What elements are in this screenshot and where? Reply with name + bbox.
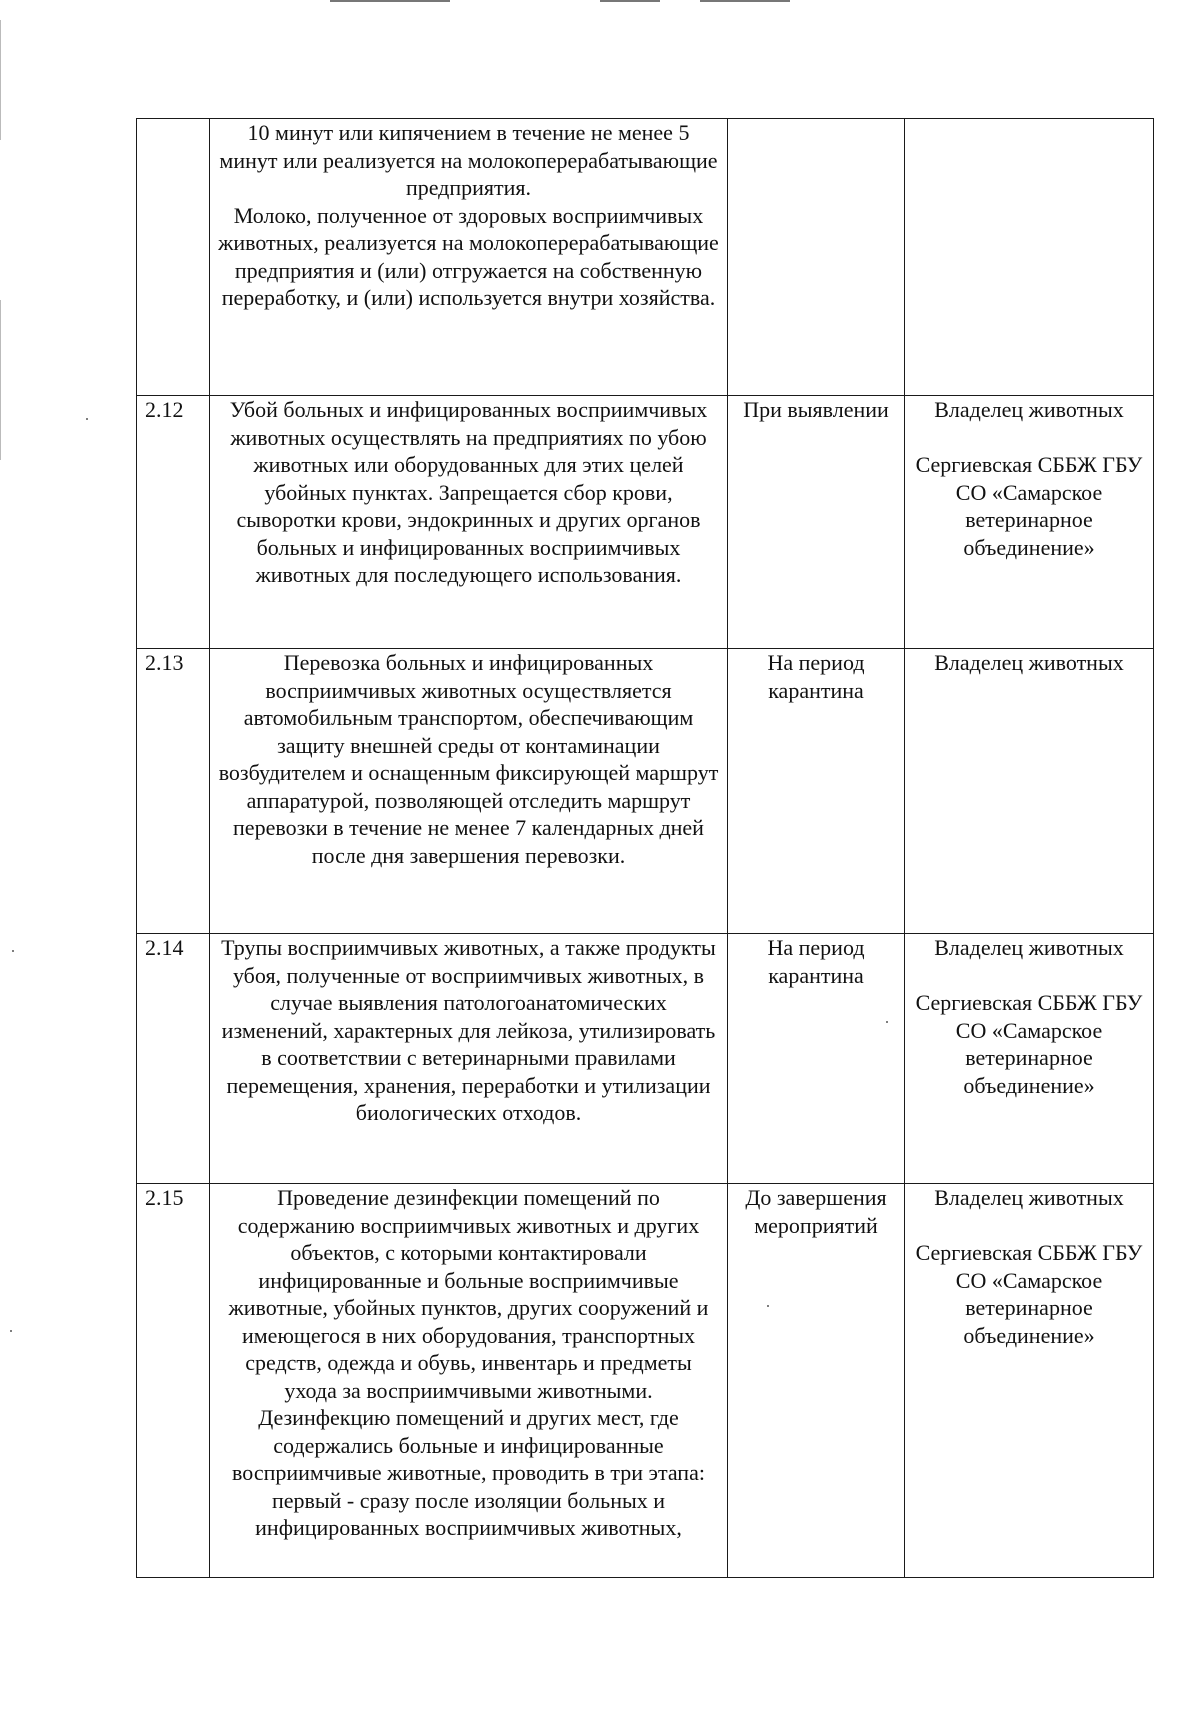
scan-mark-left xyxy=(0,20,1,140)
action-paragraph: Трупы восприимчивых животных, а также продукты убоя, полученные от восприимчивых животных, в случае выявления патологоанатомических изменений, характерных для лейкоза, утилизировать в соответствии с ветеринарными правилами перемещения, хранения, переработки и утилизации биологических отходов. xyxy=(221,935,716,1125)
responsible-cell xyxy=(905,119,1154,396)
responsible-entry: Владелец животных xyxy=(934,397,1124,422)
action-paragraph: Перевозка больных и инфицированных восприимчивых животных осуществляется автомобильным транспортом, обеспечивающим защиту внешней среды от контаминации возбудителем и оснащенным фиксирующей маршрут аппаратурой, позволяющей отследить маршрут перевозки в течение не менее 7 календарных дней после дня завершения перевозки. xyxy=(218,650,719,868)
term-cell: При выявлении xyxy=(728,396,905,649)
row-number: 2.15 xyxy=(137,1184,210,1578)
term-cell: До завершения мероприятий xyxy=(728,1184,905,1578)
responsible-entry: Сергиевская СББЖ ГБУ СО «Самарское ветеринарное объединение» xyxy=(915,1240,1143,1348)
responsible-cell xyxy=(905,934,1154,1184)
action-cell xyxy=(210,934,728,1184)
action-paragraph: Молоко, полученное от здоровых восприимчивых животных, реализуется на молокоперерабатывающие предприятия и (или) отгружается на собственную переработку, и (или) используется внутри хозяйства. xyxy=(218,202,719,310)
responsible-entry: Сергиевская СББЖ ГБУ СО «Самарское ветеринарное объединение» xyxy=(915,990,1143,1098)
responsible-entry: Сергиевская СББЖ ГБУ СО «Самарское ветеринарное объединение» xyxy=(915,452,1143,560)
scan-mark-top xyxy=(330,0,450,2)
action-cell xyxy=(210,119,728,396)
spacer xyxy=(909,962,1149,990)
row-number: 2.12 xyxy=(137,396,210,649)
scan-dot xyxy=(86,418,88,420)
measures-table xyxy=(136,118,1154,1578)
action-paragraph: Дезинфекцию помещений и других мест, где содержались больные и инфицированные восприимчивые животные, проводить в три этапа: первый - сразу после изоляции больных и инфицированных восприимчивых животных, xyxy=(232,1405,705,1540)
spacer xyxy=(909,1212,1149,1240)
table-row xyxy=(137,396,1154,649)
table-row xyxy=(137,119,1154,396)
table-row xyxy=(137,649,1154,934)
action-cell xyxy=(210,1184,728,1578)
responsible-cell xyxy=(905,396,1154,649)
action-paragraph: Проведение дезинфекции помещений по содержанию восприимчивых животных и других объектов, с которыми контактировали инфицированные и больные восприимчивые животные, убойных пунктов, других сооружений и имеющегося в них оборудования, транспортных средств, одежда и обувь, инвентарь и предметы ухода за восприимчивыми животными. xyxy=(228,1185,709,1403)
responsible-entry: Владелец животных xyxy=(934,650,1124,675)
term-cell xyxy=(728,119,905,396)
responsible-entry: Владелец животных xyxy=(934,935,1124,960)
action-cell xyxy=(210,649,728,934)
responsible-entry: Владелец животных xyxy=(934,1185,1124,1210)
term-cell: На период карантина xyxy=(728,649,905,934)
action-paragraph: 10 минут или кипячением в течение не менее 5 минут или реализуется на молокоперерабатывающие предприятия. xyxy=(219,120,718,200)
scan-dot xyxy=(12,950,14,952)
scan-mark-left xyxy=(0,300,1,460)
scan-dot xyxy=(10,1330,12,1332)
action-cell xyxy=(210,396,728,649)
responsible-cell xyxy=(905,649,1154,934)
row-number xyxy=(137,119,210,396)
table-row xyxy=(137,1184,1154,1578)
responsible-cell xyxy=(905,1184,1154,1578)
spacer xyxy=(909,424,1149,452)
scan-mark-top xyxy=(700,0,790,2)
row-number: 2.14 xyxy=(137,934,210,1184)
scan-mark-top xyxy=(600,0,660,2)
term-cell: На период карантина xyxy=(728,934,905,1184)
table-row xyxy=(137,934,1154,1184)
row-number: 2.13 xyxy=(137,649,210,934)
action-paragraph: Убой больных и инфицированных восприимчивых животных осуществлять на предприятиях по убою животных или оборудованных для этих целей убойных пунктах. Запрещается сбор крови, сыворотки крови, эндокринных и других органов больных и инфицированных восприимчивых животных для последующего использования. xyxy=(229,397,708,587)
